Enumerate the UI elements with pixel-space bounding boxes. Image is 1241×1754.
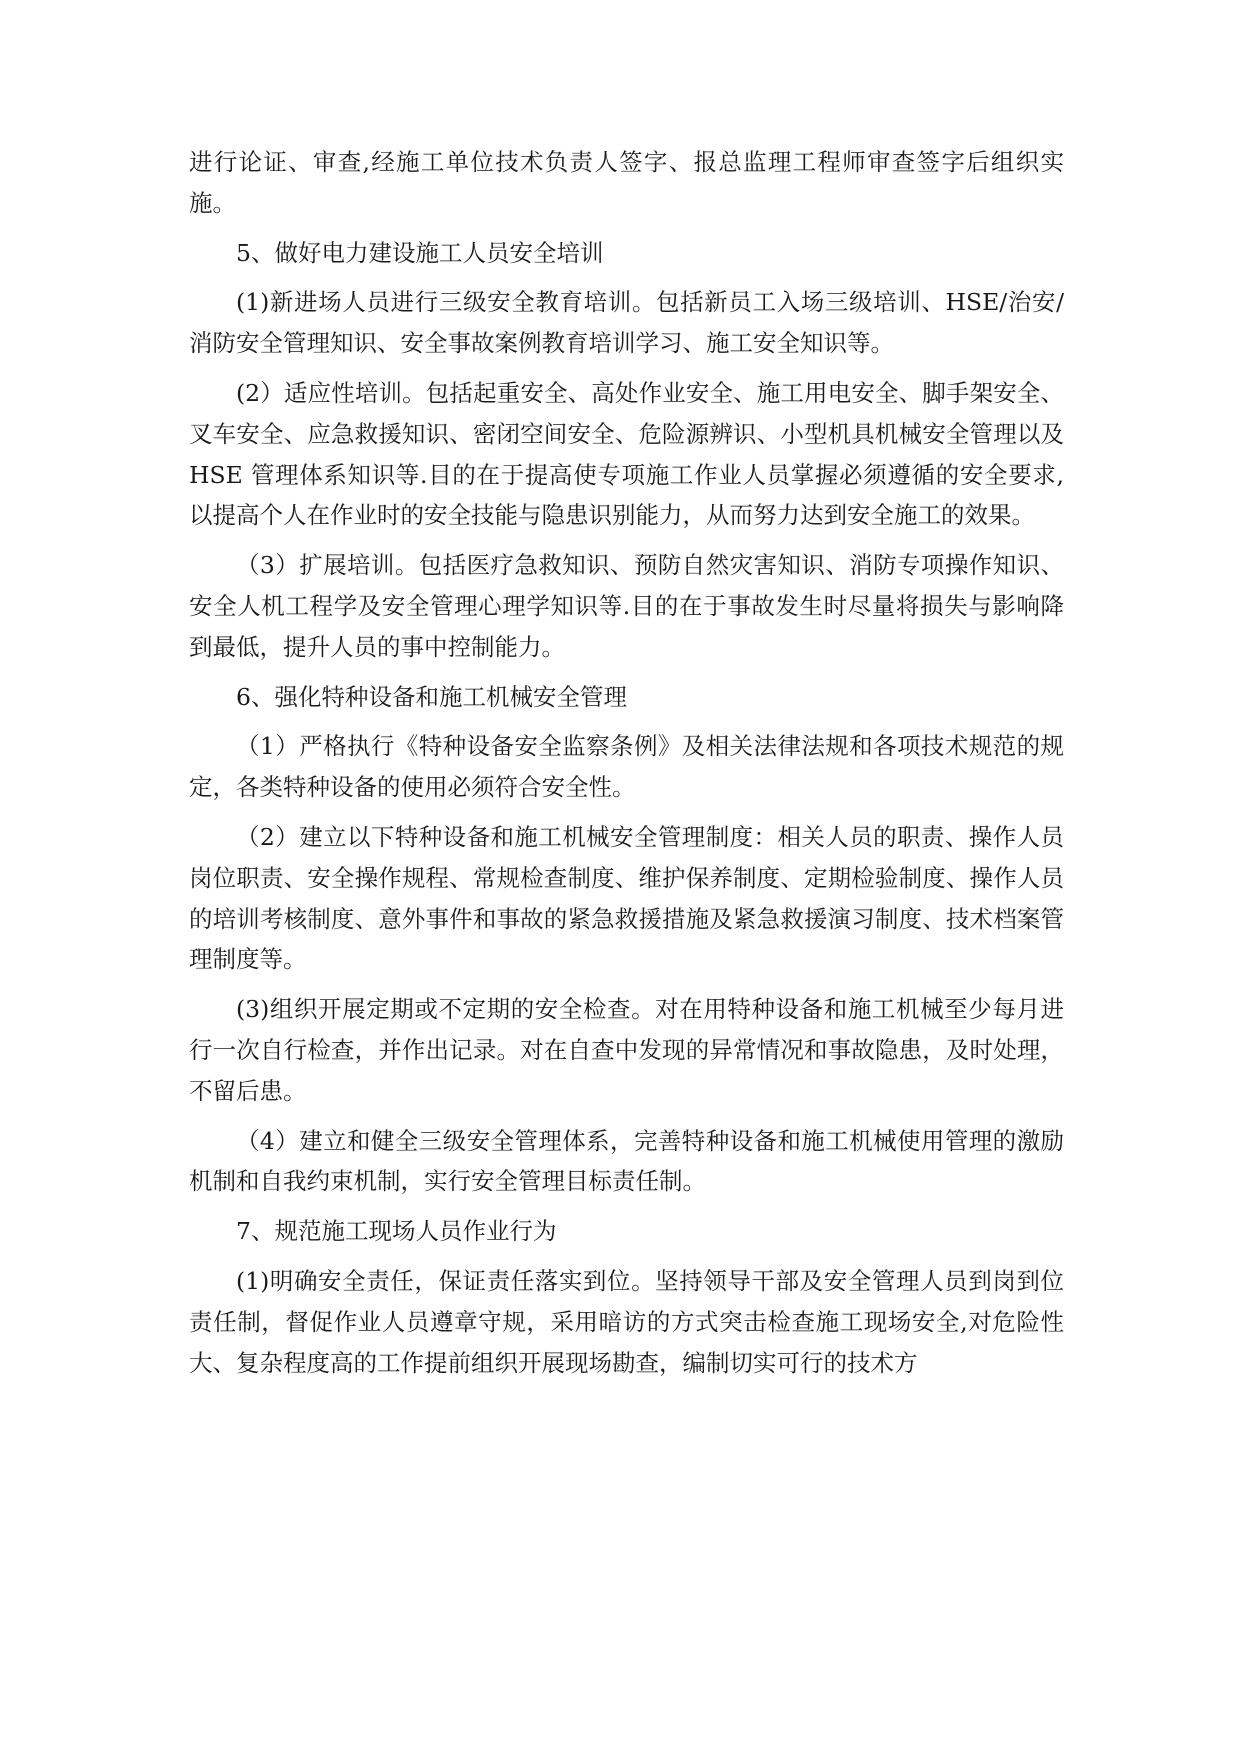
- paragraph-equipment-4: （4）建立和健全三级安全管理体系，完善特种设备和施工机械使用管理的激励机制和自我约束机制，实行安全管理目标责任制。: [189, 1126, 1064, 1196]
- section-heading-6: 6、强化特种设备和施工机械安全管理: [236, 682, 627, 711]
- paragraph-equipment-3: (3)组织开展定期或不定期的安全检查。对在用特种设备和施工机械至少每月进行一次自行检查，并作出记录。对在自查中发现的异常情况和事故隐患，及时处理，不留后患。: [189, 995, 1064, 1105]
- section-heading-5: 5、做好电力建设施工人员安全培训: [236, 238, 604, 267]
- paragraph-equipment-1: （1）严格执行《特种设备安全监察条例》及相关法律法规和各项技术规范的规定，各类特种设备的使用必须符合安全性。: [189, 732, 1064, 802]
- paragraph-continuation: 进行论证、审查,经施工单位技术负责人签字、报总监理工程师审查签字后组织实施。: [189, 148, 1064, 217]
- paragraph-training-1: (1)新进场人员进行三级安全教育培训。包括新员工入场三级培训、HSE/治安/消防安全管理知识、安全事故案例教育培训学习、施工安全知识等。: [189, 288, 1064, 358]
- paragraph-behavior-1: (1)明确安全责任，保证责任落实到位。坚持领导干部及安全管理人员到岗到位责任制，督促作业人员遵章守规，采用暗访的方式突击检查施工现场安全,对危险性大、复杂程度高的工作提前组织开展现场勘查，编制切实可行的技术方: [189, 1266, 1064, 1377]
- document-body: [189, 142, 1064, 1392]
- section-heading-7: 7、规范施工现场人员作业行为: [236, 1217, 557, 1246]
- paragraph-training-2: (2）适应性培训。包括起重安全、高处作业安全、施工用电安全、脚手架安全、叉车安全、应急救援知识、密闭空间安全、危险源辨识、小型机具机械安全管理以及 HSE 管理体系知识等.目的在于提高使专项施工作业人员掌握必须遵循的安全要求,以提高个人在作业时的安全技能与隐患识别能力，从而努力达到安全施工的效果。: [189, 378, 1064, 530]
- paragraph-training-3: （3）扩展培训。包括医疗急救知识、预防自然灾害知识、消防专项操作知识、安全人机工程学及安全管理心理学知识等.目的在于事故发生时尽量将损失与影响降到最低，提升人员的事中控制能力。: [189, 551, 1064, 661]
- paragraph-equipment-2: （2）建立以下特种设备和施工机械安全管理制度：相关人员的职责、操作人员岗位职责、安全操作规程、常规检查制度、维护保养制度、定期检验制度、操作人员的培训考核制度、意外事件和事故的紧急救援措施及紧急救援演习制度、技术档案管理制度等。: [189, 822, 1064, 974]
